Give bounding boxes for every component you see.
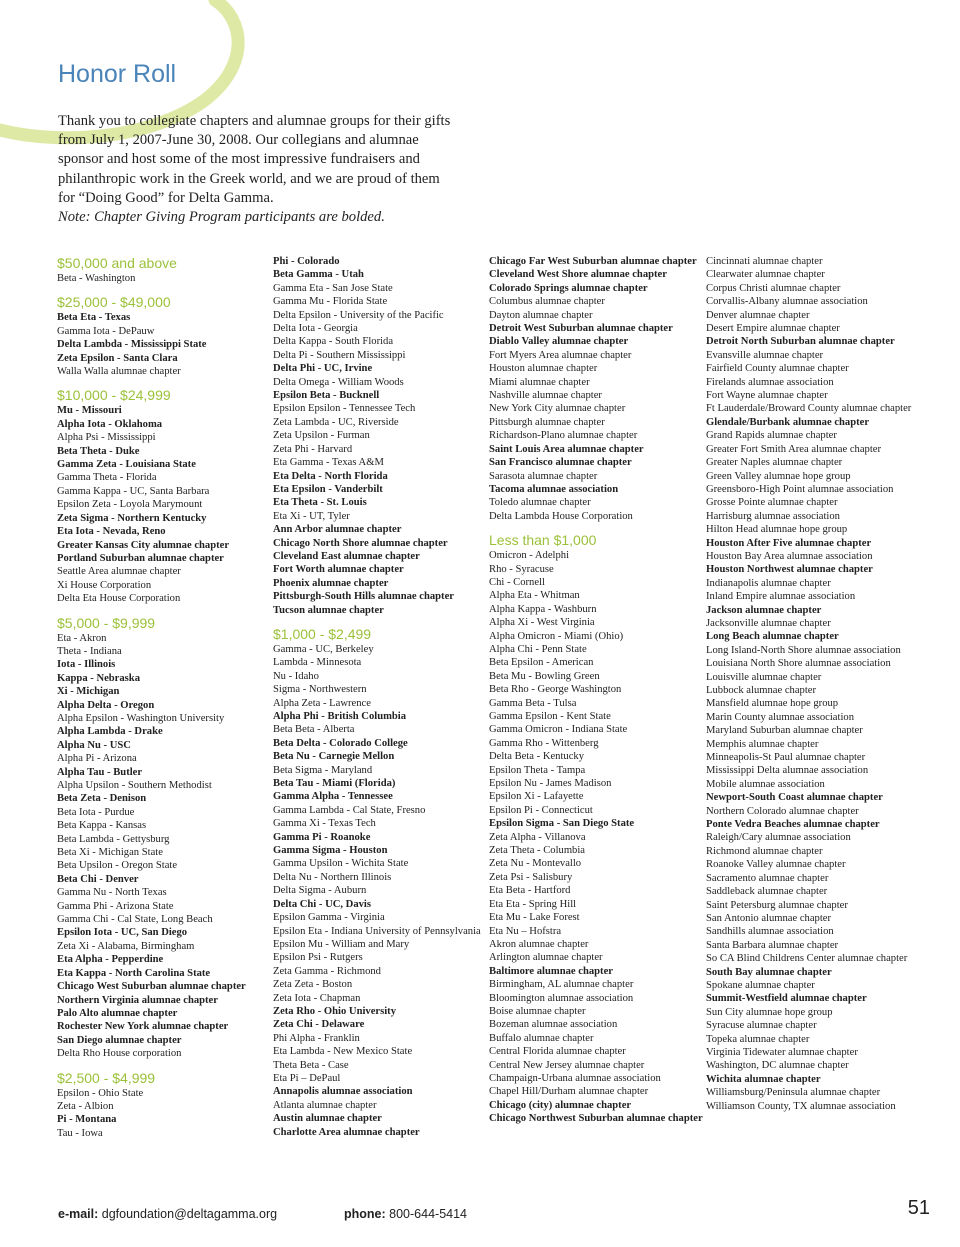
donor-entry: Atlanta alumnae chapter (273, 1099, 377, 1111)
donor-entry: Corvallis-Albany alumnae association (706, 296, 868, 308)
donor-entry: Alpha Eta - Whitman (489, 590, 580, 602)
donor-entry-bold: Epsilon Iota - UC, San Diego (57, 927, 188, 939)
donor-entry: Chi - Cornell (489, 576, 545, 588)
donor-entry: Corpus Christi alumnae chapter (706, 282, 841, 294)
donor-entry: Seattle Area alumnae chapter (57, 566, 181, 578)
donor-entry-bold: Greater Kansas City alumnae chapter (57, 539, 230, 551)
honor-roll-column-3 (489, 255, 703, 1126)
donor-entry: Alpha Kappa - Washburn (489, 603, 597, 615)
intro-paragraph (58, 112, 458, 227)
donor-entry: Gamma Theta - Florida (57, 472, 157, 484)
donor-entry: Harrisburg alumnae association (706, 510, 840, 522)
donor-entry-bold: Northern Virginia alumnae chapter (57, 994, 218, 1006)
donor-entry-bold: San Diego alumnae chapter (57, 1034, 182, 1046)
giving-level-heading: $10,000 - $24,999 (57, 387, 171, 404)
donor-entry: Zeta Theta - Columbia (489, 845, 586, 857)
donor-entry: Alpha Upsilon - Southern Methodist (57, 780, 212, 791)
donor-entry-bold: Tucson alumnae chapter (273, 604, 384, 616)
donor-entry: Theta Beta - Case (273, 1059, 349, 1071)
donor-entry: Epsilon Theta - Tampa (489, 764, 586, 776)
donor-entry: Chapel Hill/Durham alumnae chapter (489, 1086, 649, 1098)
donor-entry: Beta - Washington (57, 273, 136, 284)
donor-entry: Zeta Lambda - UC, Riverside (273, 416, 399, 428)
donor-entry-bold: Gamma Pi - Roanoke (273, 831, 371, 843)
donor-entry: Columbus alumnae chapter (489, 296, 605, 308)
donor-entry: Delta Beta - Kentucky (489, 751, 585, 763)
donor-entry: Louisville alumnae chapter (706, 671, 822, 683)
donor-entry: Nashville alumnae chapter (489, 390, 602, 402)
donor-entry: Gamma Epsilon - Kent State (489, 711, 611, 722)
donor-entry: Eta Pi – DePaul (273, 1072, 341, 1084)
donor-entry-bold: Beta Tau - Miami (Florida) (273, 778, 396, 790)
donor-entry: Roanoke Valley alumnae chapter (706, 859, 846, 871)
donor-entry: Zeta Xi - Alabama, Birmingham (57, 940, 195, 952)
donor-entry: Gamma - UC, Berkeley (273, 643, 374, 655)
donor-entry-bold: Epsilon Beta - Bucknell (273, 390, 380, 402)
donor-entry-bold: Cleveland West Shore alumnae chapter (489, 269, 667, 281)
donor-entry: Delta Eta House Corporation (57, 593, 181, 605)
donor-entry: Desert Empire alumnae chapter (706, 323, 840, 335)
giving-level-heading: $50,000 and above (57, 255, 177, 271)
donor-entry: Zeta - Albion (57, 1100, 114, 1112)
donor-entry: Sacramento alumnae chapter (706, 872, 829, 884)
donor-entry: Rho - Syracuse (489, 563, 554, 575)
donor-entry: Firelands alumnae association (706, 376, 834, 388)
donor-entry-bold: Colorado Springs alumnae chapter (489, 282, 648, 294)
donor-entry-bold: Zeta Rho - Ohio University (273, 1005, 397, 1017)
donor-entry: Dayton alumnae chapter (489, 309, 593, 321)
donor-entry-bold: Charlotte Area alumnae chapter (273, 1126, 420, 1138)
donor-entry-bold: Tacoma alumnae association (489, 483, 619, 495)
donor-entry: Virginia Tidewater alumnae chapter (706, 1046, 858, 1058)
donor-entry: Epsilon Pi - Connecticut (489, 804, 593, 816)
donor-entry: Bloomington alumnae association (489, 992, 634, 1004)
donor-entry-bold: Gamma Zeta - Louisiana State (57, 459, 196, 471)
donor-entry: Eta Nu – Hofstra (489, 925, 562, 937)
donor-entry: Delta Sigma - Auburn (273, 885, 367, 897)
donor-entry: Fairfield County alumnae chapter (706, 363, 849, 375)
donor-entry: Sun City alumnae hope group (706, 1006, 833, 1018)
donor-entry-bold: Detroit North Suburban alumnae chapter (706, 336, 895, 348)
donor-entry: Mansfield alumnae hope group (706, 698, 839, 710)
donor-entry: Grosse Pointe alumnae chapter (706, 497, 838, 509)
donor-entry: Santa Barbara alumnae chapter (706, 939, 839, 951)
donor-entry: Jacksonville alumnae chapter (706, 617, 831, 629)
donor-entry: Central New Jersey alumnae chapter (489, 1059, 645, 1071)
donor-entry: Gamma Iota - DePauw (57, 325, 155, 337)
donor-entry: Inland Empire alumnae association (706, 591, 856, 603)
donor-entry: Eta - Akron (57, 632, 107, 644)
donor-entry: Sandhills alumnae association (706, 926, 834, 938)
donor-entry: Boise alumnae chapter (489, 1005, 586, 1017)
donor-entry: Grand Rapids alumnae chapter (706, 430, 837, 442)
donor-entry-bold: Newport-South Coast alumnae chapter (706, 792, 883, 804)
donor-entry: Marin County alumnae association (706, 711, 854, 723)
donor-entry-bold: Annapolis alumnae association (273, 1086, 413, 1098)
donor-entry: Sarasota alumnae chapter (489, 470, 598, 482)
donor-entry-bold: Chicago Northwest Suburban alumnae chapter (489, 1113, 703, 1125)
email-address[interactable]: dgfoundation@deltagamma.org (101, 1207, 278, 1221)
donor-entry: Central Florida alumnae chapter (489, 1046, 626, 1058)
donor-entry: Beta Epsilon - American (489, 657, 594, 669)
donor-entry: Alpha Zeta - Lawrence (273, 697, 371, 709)
donor-entry: Beta Mu - Bowling Green (489, 670, 600, 682)
donor-entry: Delta Lambda House Corporation (489, 510, 633, 522)
donor-entry-bold: Ponte Vedra Beaches alumnae chapter (706, 819, 880, 831)
donor-entry: Lambda - Minnesota (273, 657, 362, 669)
donor-entry: Richmond alumnae chapter (706, 845, 823, 857)
donor-entry: Memphis alumnae chapter (706, 738, 819, 750)
giving-level-heading: $1,000 - $2,499 (273, 625, 372, 642)
donor-entry-bold: Delta Lambda - Mississippi State (57, 339, 207, 351)
donor-entry-bold: Epsilon Sigma - San Diego State (489, 818, 635, 830)
donor-entry-bold: Summit-Westfield alumnae chapter (706, 993, 867, 1005)
donor-entry: Beta Sigma - Maryland (273, 764, 373, 776)
donor-entry-bold: Cleveland East alumnae chapter (273, 550, 420, 562)
donor-entry-bold: Eta Theta - St. Louis (273, 497, 367, 509)
donor-entry: Zeta Upsilon - Furman (273, 430, 370, 442)
donor-entry-bold: Eta Epsilon - Vanderbilt (273, 483, 383, 495)
donor-entry: Walla Walla alumnae chapter (57, 366, 181, 378)
donor-entry: Miami alumnae chapter (489, 376, 590, 388)
donor-entry: San Antonio alumnae chapter (706, 912, 832, 924)
donor-entry-bold: Iota - Illinois (57, 659, 116, 671)
donor-entry: Beta Iota - Purdue (57, 806, 135, 818)
donor-entry: Delta Rho House corporation (57, 1048, 182, 1060)
donor-entry: Beta Upsilon - Oregon State (57, 860, 178, 872)
donor-entry: Birmingham, AL alumnae chapter (489, 979, 634, 991)
footer-phone (344, 1207, 467, 1221)
donor-entry: Gamma Chi - Cal State, Long Beach (57, 914, 213, 926)
donor-entry: So CA Blind Childrens Center alumnae chapter (706, 953, 908, 965)
donor-entry: Delta Nu - Northern Illinois (273, 871, 392, 883)
donor-entry-bold: Beta Gamma - Utah (273, 269, 364, 281)
donor-entry: Tau - Iowa (57, 1127, 103, 1139)
donor-entry-bold: Alpha Tau - Butler (57, 766, 143, 778)
donor-entry-bold: Palo Alto alumnae chapter (57, 1007, 178, 1019)
donor-entry: Alpha Omicron - Miami (Ohio) (489, 630, 624, 642)
donor-entry: Saint Petersburg alumnae chapter (706, 899, 848, 911)
donor-entry: Zeta Zeta - Boston (273, 979, 353, 991)
donor-entry: Alpha Pi - Arizona (57, 753, 137, 765)
donor-entry-bold: Chicago West Suburban alumnae chapter (57, 981, 246, 993)
donor-entry: Syracuse alumnae chapter (706, 1020, 817, 1032)
donor-entry: Delta Epsilon - University of the Pacific (273, 309, 444, 321)
donor-entry: Epsilon Gamma - Virginia (273, 912, 385, 924)
donor-entry-bold: Chicago (city) alumnae chapter (489, 1099, 632, 1111)
donor-entry: Gamma Xi - Texas Tech (273, 818, 376, 830)
donor-entry: Delta Omega - William Woods (273, 376, 404, 388)
donor-entry-bold: San Francisco alumnae chapter (489, 457, 632, 469)
donor-entry: Eta Eta - Spring Hill (489, 898, 577, 910)
donor-entry: Zeta Alpha - Villanova (489, 831, 586, 843)
donor-entry: New York City alumnae chapter (489, 403, 626, 415)
donor-entry-bold: Fort Worth alumnae chapter (273, 564, 404, 576)
donor-entry: Phi Alpha - Franklin (273, 1032, 360, 1044)
donor-entry: Zeta Nu - Montevallo (489, 858, 582, 870)
donor-entry-bold: Xi - Michigan (57, 686, 120, 698)
donor-entry-bold: Beta Delta - Colorado College (273, 737, 408, 749)
donor-entry: Sigma - Northwestern (273, 684, 367, 696)
donor-entry: Houston alumnae chapter (489, 363, 598, 375)
donor-entry: Williamson County, TX alumnae association (706, 1100, 896, 1112)
donor-entry: Denver alumnae chapter (706, 309, 810, 321)
donor-entry: Zeta Gamma - Richmond (273, 965, 381, 977)
intro-text: Thank you to collegiate chapters and alumnae groups for their gifts from July 1, 2007-June 30, 2008. Our collegians and alumnae sponsor and host some of the most impressive fundraisers and philanthropic work in the Greek world, and we are proud of them for “Doing Good” for Delta Gamma. (58, 113, 451, 206)
donor-entry-bold: Ann Arbor alumnae chapter (273, 524, 402, 536)
donor-entry-bold: Delta Chi - UC, Davis (273, 898, 371, 910)
donor-entry-bold: Zeta Sigma - Northern Kentucky (57, 512, 207, 524)
donor-entry-bold: Zeta Chi - Delaware (273, 1019, 365, 1031)
donor-entry-bold: Eta Delta - North Florida (273, 470, 388, 482)
donor-entry-bold: Houston Northwest alumnae chapter (706, 564, 873, 576)
donor-entry: Zeta Phi - Harvard (273, 443, 353, 455)
donor-entry: Arlington alumnae chapter (489, 952, 603, 964)
donor-entry: Long Island-North Shore alumnae association (706, 644, 901, 656)
donor-entry: Gamma Upsilon - Wichita State (273, 858, 409, 870)
donor-entry-bold: Kappa - Nebraska (57, 672, 140, 684)
donor-entry-bold: Beta Theta - Duke (57, 445, 140, 457)
donor-entry: Epsilon Mu - William and Mary (273, 938, 410, 950)
donor-entry: Gamma Eta - San Jose State (273, 282, 393, 294)
donor-entry: Delta Pi - Southern Mississippi (273, 349, 406, 361)
donor-entry: Hilton Head alumnae hope group (706, 524, 848, 536)
donor-entry: Washington, DC alumnae chapter (706, 1060, 849, 1072)
donor-entry: Greater Fort Smith Area alumnae chapter (706, 443, 882, 455)
donor-entry-bold: Long Beach alumnae chapter (706, 631, 839, 643)
donor-entry-bold: Chicago Far West Suburban alumnae chapter (489, 256, 697, 267)
donor-entry: Gamma Kappa - UC, Santa Barbara (57, 485, 210, 497)
donor-entry-bold: Zeta Epsilon - Santa Clara (57, 352, 178, 364)
donor-entry: Greensboro-High Point alumnae association (706, 483, 894, 495)
donor-entry: Omicron - Adelphi (489, 550, 570, 562)
donor-entry: Minneapolis-St Paul alumnae chapter (706, 752, 866, 764)
donor-entry: Ft Lauderdale/Broward County alumnae chapter (706, 403, 912, 415)
donor-entry: Houston Bay Area alumnae association (706, 550, 873, 562)
email-label: e-mail: (58, 1207, 99, 1221)
donor-entry-bold: Alpha Delta - Oregon (57, 699, 155, 711)
donor-entry-bold: Chicago North Shore alumnae chapter (273, 537, 448, 549)
donor-entry-bold: Gamma Sigma - Houston (273, 845, 388, 857)
donor-entry: Williamsburg/Peninsula alumnae chapter (706, 1087, 881, 1099)
donor-entry-bold: Eta Kappa - North Carolina State (57, 967, 211, 979)
donor-entry: Clearwater alumnae chapter (706, 269, 825, 281)
donor-entry: Epsilon Nu - James Madison (489, 778, 612, 790)
intro-note: Note: Chapter Giving Program participants are bolded. (58, 209, 385, 226)
donor-entry-bold: Phi - Colorado (273, 256, 340, 267)
donor-entry: Epsilon Eta - Indiana University of Pennsylvania (273, 925, 481, 937)
donor-entry-bold: Austin alumnae chapter (273, 1113, 382, 1125)
donor-entry: Xi House Corporation (57, 579, 152, 591)
donor-entry: Alpha Xi - West Virginia (489, 617, 595, 629)
donor-entry-bold: Gamma Alpha - Tennessee (273, 791, 393, 803)
donor-entry: Alpha Epsilon - Washington University (57, 712, 225, 724)
donor-entry-bold: Alpha Iota - Oklahoma (57, 418, 163, 430)
phone-number: 800-644-5414 (389, 1207, 468, 1221)
donor-entry: Indianapolis alumnae chapter (706, 577, 831, 589)
donor-entry: Cincinnati alumnae chapter (706, 256, 823, 267)
donor-entry: Eta Mu - Lake Forest (489, 912, 580, 924)
donor-entry: Alpha Psi - Mississippi (57, 432, 156, 444)
donor-entry-bold: Beta Nu - Carnegie Mellon (273, 751, 395, 763)
donor-entry: Gamma Beta - Tulsa (489, 697, 577, 709)
page-title: Honor Roll (58, 60, 177, 88)
donor-entry: Epsilon Psi - Rutgers (273, 952, 363, 964)
donor-entry: Alpha Chi - Penn State (489, 643, 587, 655)
donor-entry: Epsilon Zeta - Loyola Marymount (57, 499, 203, 511)
honor-roll-column-4 (706, 255, 911, 1113)
donor-entry-bold: Eta Iota - Nevada, Reno (57, 526, 166, 538)
donor-entry: Eta Gamma - Texas A&M (273, 457, 384, 469)
donor-entry: Beta Xi - Michigan State (57, 847, 163, 859)
donor-entry-bold: Beta Chi - Denver (57, 873, 139, 885)
donor-entry: Champaign-Urbana alumnae association (489, 1072, 661, 1084)
donor-entry-bold: Alpha Lambda - Drake (57, 726, 163, 738)
donor-entry: Richardson-Plano alumnae chapter (489, 430, 638, 442)
donor-entry: Beta Kappa - Kansas (57, 820, 147, 832)
donor-entry-bold: Mu - Missouri (57, 405, 122, 417)
donor-entry: Beta Beta - Alberta (273, 724, 355, 736)
donor-entry-bold: Beta Zeta - Denison (57, 793, 147, 805)
donor-entry: Gamma Omicron - Indiana State (489, 724, 628, 736)
donor-entry: Mississippi Delta alumnae association (706, 765, 869, 777)
donor-entry: Delta Kappa - South Florida (273, 336, 394, 348)
donor-entry: Gamma Lambda - Cal State, Fresno (273, 804, 426, 816)
donor-entry-bold: South Bay alumnae chapter (706, 966, 832, 978)
donor-entry: Nu - Idaho (273, 670, 319, 682)
donor-entry-bold: Alpha Nu - USC (57, 739, 131, 751)
donor-entry: Raleigh/Cary alumnae association (706, 832, 851, 844)
giving-level-heading: Less than $1,000 (489, 532, 597, 549)
donor-entry: Theta - Indiana (57, 645, 122, 657)
donor-entry: Maryland Suburban alumnae chapter (706, 725, 863, 737)
donor-entry: Gamma Rho - Wittenberg (489, 737, 599, 749)
donor-entry: Epsilon Xi - Lafayette (489, 791, 584, 803)
donor-entry-bold: Saint Louis Area alumnae chapter (489, 443, 644, 455)
donor-entry: Topeka alumnae chapter (706, 1033, 810, 1045)
donor-entry: Saddleback alumnae chapter (706, 886, 828, 898)
giving-level-heading: $2,500 - $4,999 (57, 1069, 156, 1086)
donor-entry: Greater Naples alumnae chapter (706, 457, 843, 469)
footer-email (58, 1207, 277, 1221)
donor-entry: Eta Lambda - New Mexico State (273, 1046, 413, 1058)
donor-entry: Zeta Psi - Salisbury (489, 871, 573, 883)
donor-entry-bold: Jackson alumnae chapter (706, 604, 822, 616)
donor-entry-bold: Wichita alumnae chapter (706, 1073, 821, 1085)
honor-roll-column-2 (273, 255, 481, 1139)
donor-entry-bold: Baltimore alumnae chapter (489, 965, 613, 977)
donor-entry: Akron alumnae chapter (489, 938, 589, 950)
donor-entry: Louisiana North Shore alumnae association (706, 658, 891, 670)
donor-entry: Mobile alumnae association (706, 778, 825, 790)
donor-entry-bold: Portland Suburban alumnae chapter (57, 552, 224, 564)
donor-entry: Fort Myers Area alumnae chapter (489, 349, 632, 361)
donor-entry: Epsilon - Ohio State (57, 1087, 144, 1099)
donor-entry-bold: Pittsburgh-South Hills alumnae chapter (273, 591, 454, 603)
donor-entry: Zeta Iota - Chapman (273, 992, 361, 1004)
donor-entry: Evansville alumnae chapter (706, 349, 824, 361)
donor-entry: Beta Rho - George Washington (489, 684, 622, 696)
donor-entry-bold: Pi - Montana (57, 1114, 117, 1126)
donor-entry: Gamma Phi - Arizona State (57, 900, 174, 912)
donor-entry: Green Valley alumnae hope group (706, 470, 851, 482)
donor-entry-bold: Alpha Phi - British Columbia (273, 711, 407, 722)
donor-entry: Delta Iota - Georgia (273, 323, 358, 335)
donor-entry: Beta Lambda - Gettysburg (57, 833, 170, 845)
donor-entry-bold: Rochester New York alumnae chapter (57, 1021, 229, 1033)
donor-entry: Fort Wayne alumnae chapter (706, 390, 828, 402)
donor-entry: Eta Xi - UT, Tyler (273, 510, 350, 522)
donor-entry-bold: Diablo Valley alumnae chapter (489, 336, 629, 348)
donor-entry-bold: Houston After Five alumnae chapter (706, 537, 872, 549)
donor-entry: Lubbock alumnae chapter (706, 685, 817, 696)
giving-level-heading: $5,000 - $9,999 (57, 614, 156, 631)
donor-entry: Gamma Nu - North Texas (57, 887, 167, 899)
donor-entry: Spokane alumnae chapter (706, 979, 815, 991)
honor-roll-column-1 (57, 255, 246, 1140)
donor-entry-bold: Phoenix alumnae chapter (273, 577, 389, 589)
donor-entry-bold: Glendale/Burbank alumnae chapter (706, 416, 870, 428)
donor-entry: Bozeman alumnae association (489, 1019, 618, 1031)
phone-label: phone: (344, 1207, 386, 1221)
donor-entry: Buffalo alumnae chapter (489, 1032, 594, 1044)
donor-entry: Northern Colorado alumnae chapter (706, 805, 859, 817)
donor-entry: Gamma Mu - Florida State (273, 296, 388, 308)
donor-entry-bold: Delta Phi - UC, Irvine (273, 363, 373, 375)
donor-entry: Epsilon Epsilon - Tennessee Tech (273, 403, 416, 415)
donor-entry: Eta Beta - Hartford (489, 885, 571, 897)
donor-entry: Toledo alumnae chapter (489, 497, 591, 509)
donor-entry: Pittsburgh alumnae chapter (489, 416, 605, 428)
donor-entry-bold: Beta Eta - Texas (57, 312, 131, 324)
page-number: 51 (907, 1197, 930, 1219)
giving-level-heading: $25,000 - $49,000 (57, 294, 171, 311)
donor-entry-bold: Detroit West Suburban alumnae chapter (489, 323, 673, 335)
donor-entry-bold: Eta Alpha - Pepperdine (57, 954, 164, 966)
